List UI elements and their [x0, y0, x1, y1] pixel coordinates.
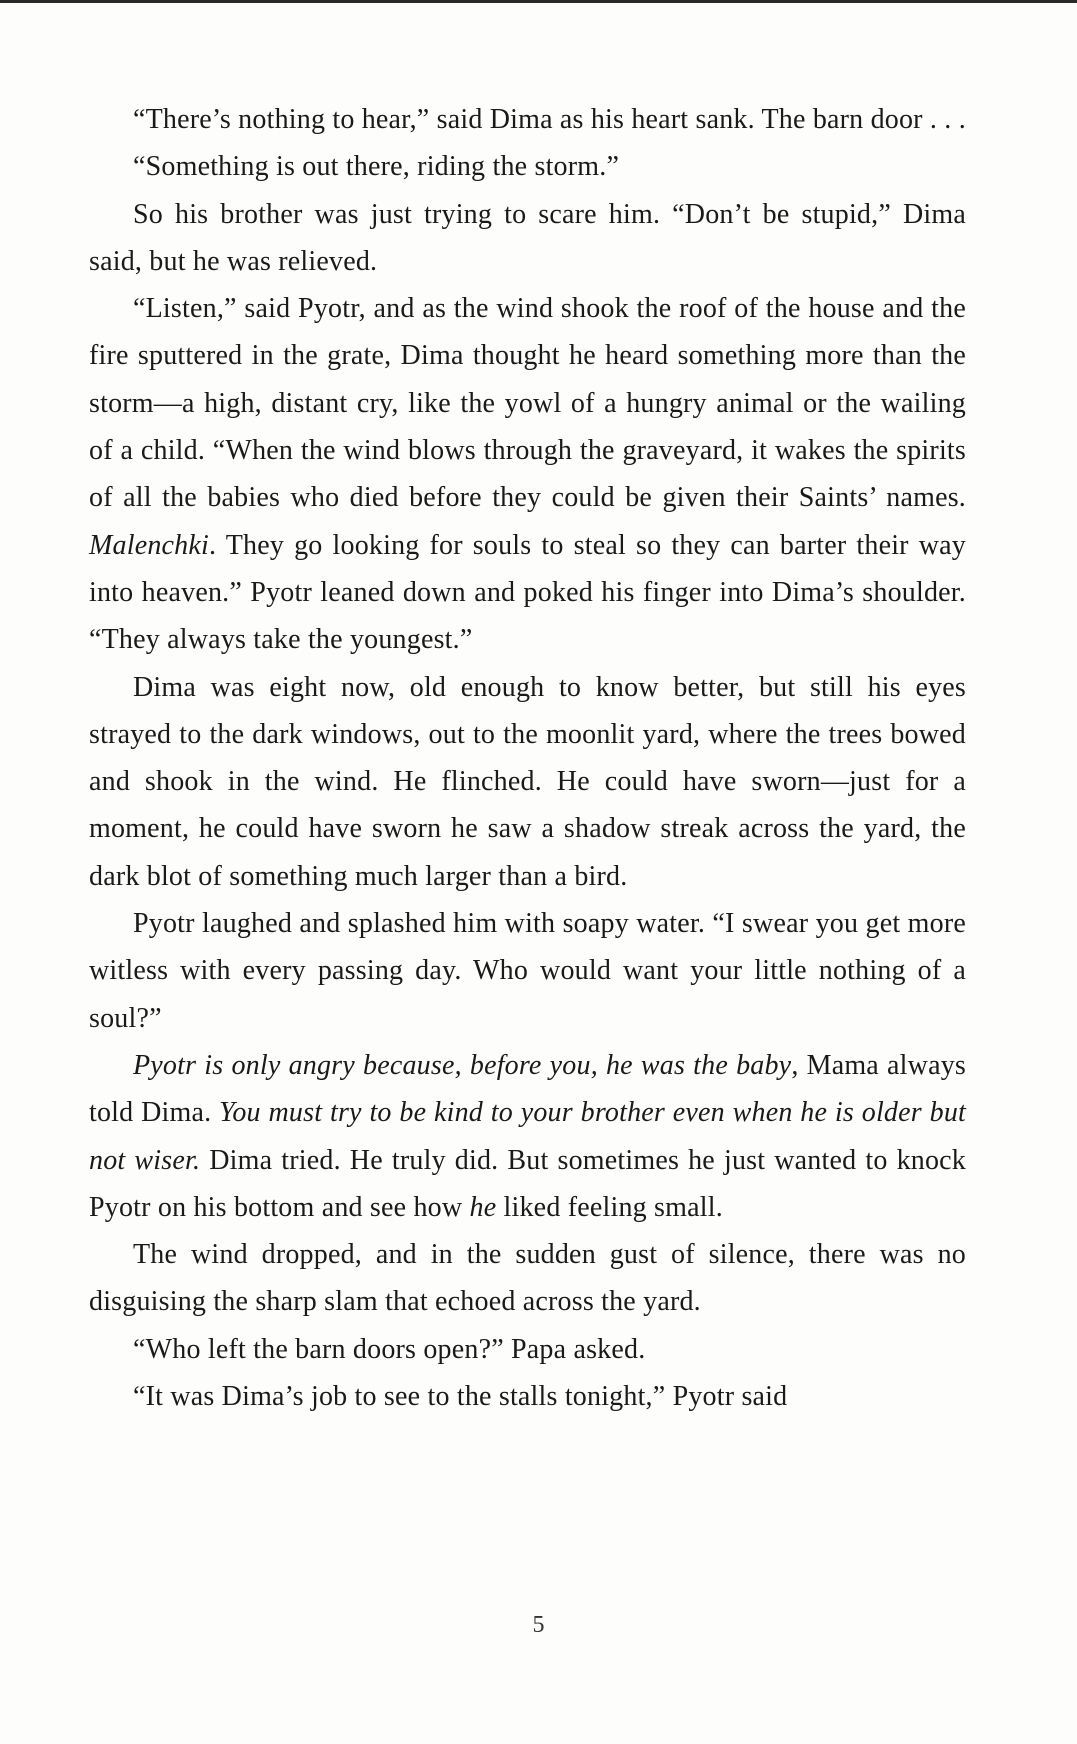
text-run: “Something is out there, riding the storm.” — [133, 151, 620, 183]
text-run: Dima tried. He truly did. But sometimes he just wanted to knock Pyotr on his bottom and see how — [89, 1144, 966, 1223]
page-number: 5 — [532, 1612, 545, 1638]
text-run: “Who left the barn doors open?” Papa asked. — [133, 1333, 646, 1365]
paragraph-5 — [89, 664, 966, 900]
italic-text: You must try to be kind to your brother even when he is older but not wiser. — [89, 1097, 967, 1176]
text-run: “It was Dima’s job to see to the stalls tonight,” Pyotr said — [133, 1381, 788, 1413]
page-top-edge — [0, 0, 1077, 3]
body-text — [89, 96, 966, 1420]
text-run: , Mama always told Dima. — [89, 1049, 966, 1129]
italic-text: he — [469, 1191, 497, 1223]
text-run: Pyotr laughed and splashed him with soapy water. “I swear you get more witless with every passing day. Who would want your little nothing of a soul?” — [89, 908, 966, 1034]
text-run: “Listen,” said Pyotr, and as the wind shook the roof of the house and the fire sputtered in the grate, Dima thought he heard something more than the storm—a high, distant cry, like the yowl of a hungry animal or the wailing of a child. “When the wind blows through the graveyard, it wakes the spirits of all the babies who died before they could be given their Saints’ names. — [89, 293, 966, 514]
paragraph-9 — [89, 1326, 966, 1373]
paragraph-8 — [89, 1231, 966, 1326]
paragraph-10 — [89, 1373, 966, 1420]
paragraph-6 — [89, 900, 966, 1042]
text-run: “There’s nothing to hear,” said Dima as his heart sank. The barn door . . . — [133, 104, 966, 135]
text-run: Dima was eight now, old enough to know better, but still his eyes strayed to the dark windows, out to the moonlit yard, where the trees bowed and shook in the wind. He flinched. He could have sworn—just for a moment, he could have sworn he saw a shadow streak across the yard, the dark blot of something much larger than a bird. — [89, 671, 966, 892]
paragraph-4 — [89, 285, 966, 663]
paragraph-7 — [89, 1042, 966, 1231]
paragraph-1 — [89, 96, 966, 143]
text-run: So his brother was just trying to scare him. “Don’t be stupid,” Dima said, but he was relieved. — [89, 198, 966, 277]
italic-text: Pyotr is only angry because, before you, he was the baby — [133, 1049, 792, 1081]
text-run: liked feeling small. — [496, 1191, 723, 1223]
text-run: . They go looking for souls to steal so they can barter their way into heaven.” Pyotr leaned down and poked his finger into Dima’s shoulder. “They always take the youngest.” — [89, 529, 966, 656]
paragraph-2 — [89, 143, 966, 190]
text-run: The wind dropped, and in the sudden gust of silence, there was no disguising the sharp slam that echoed across the yard. — [89, 1239, 966, 1318]
italic-text: Malenchki — [89, 529, 209, 561]
paragraph-3 — [89, 191, 966, 286]
